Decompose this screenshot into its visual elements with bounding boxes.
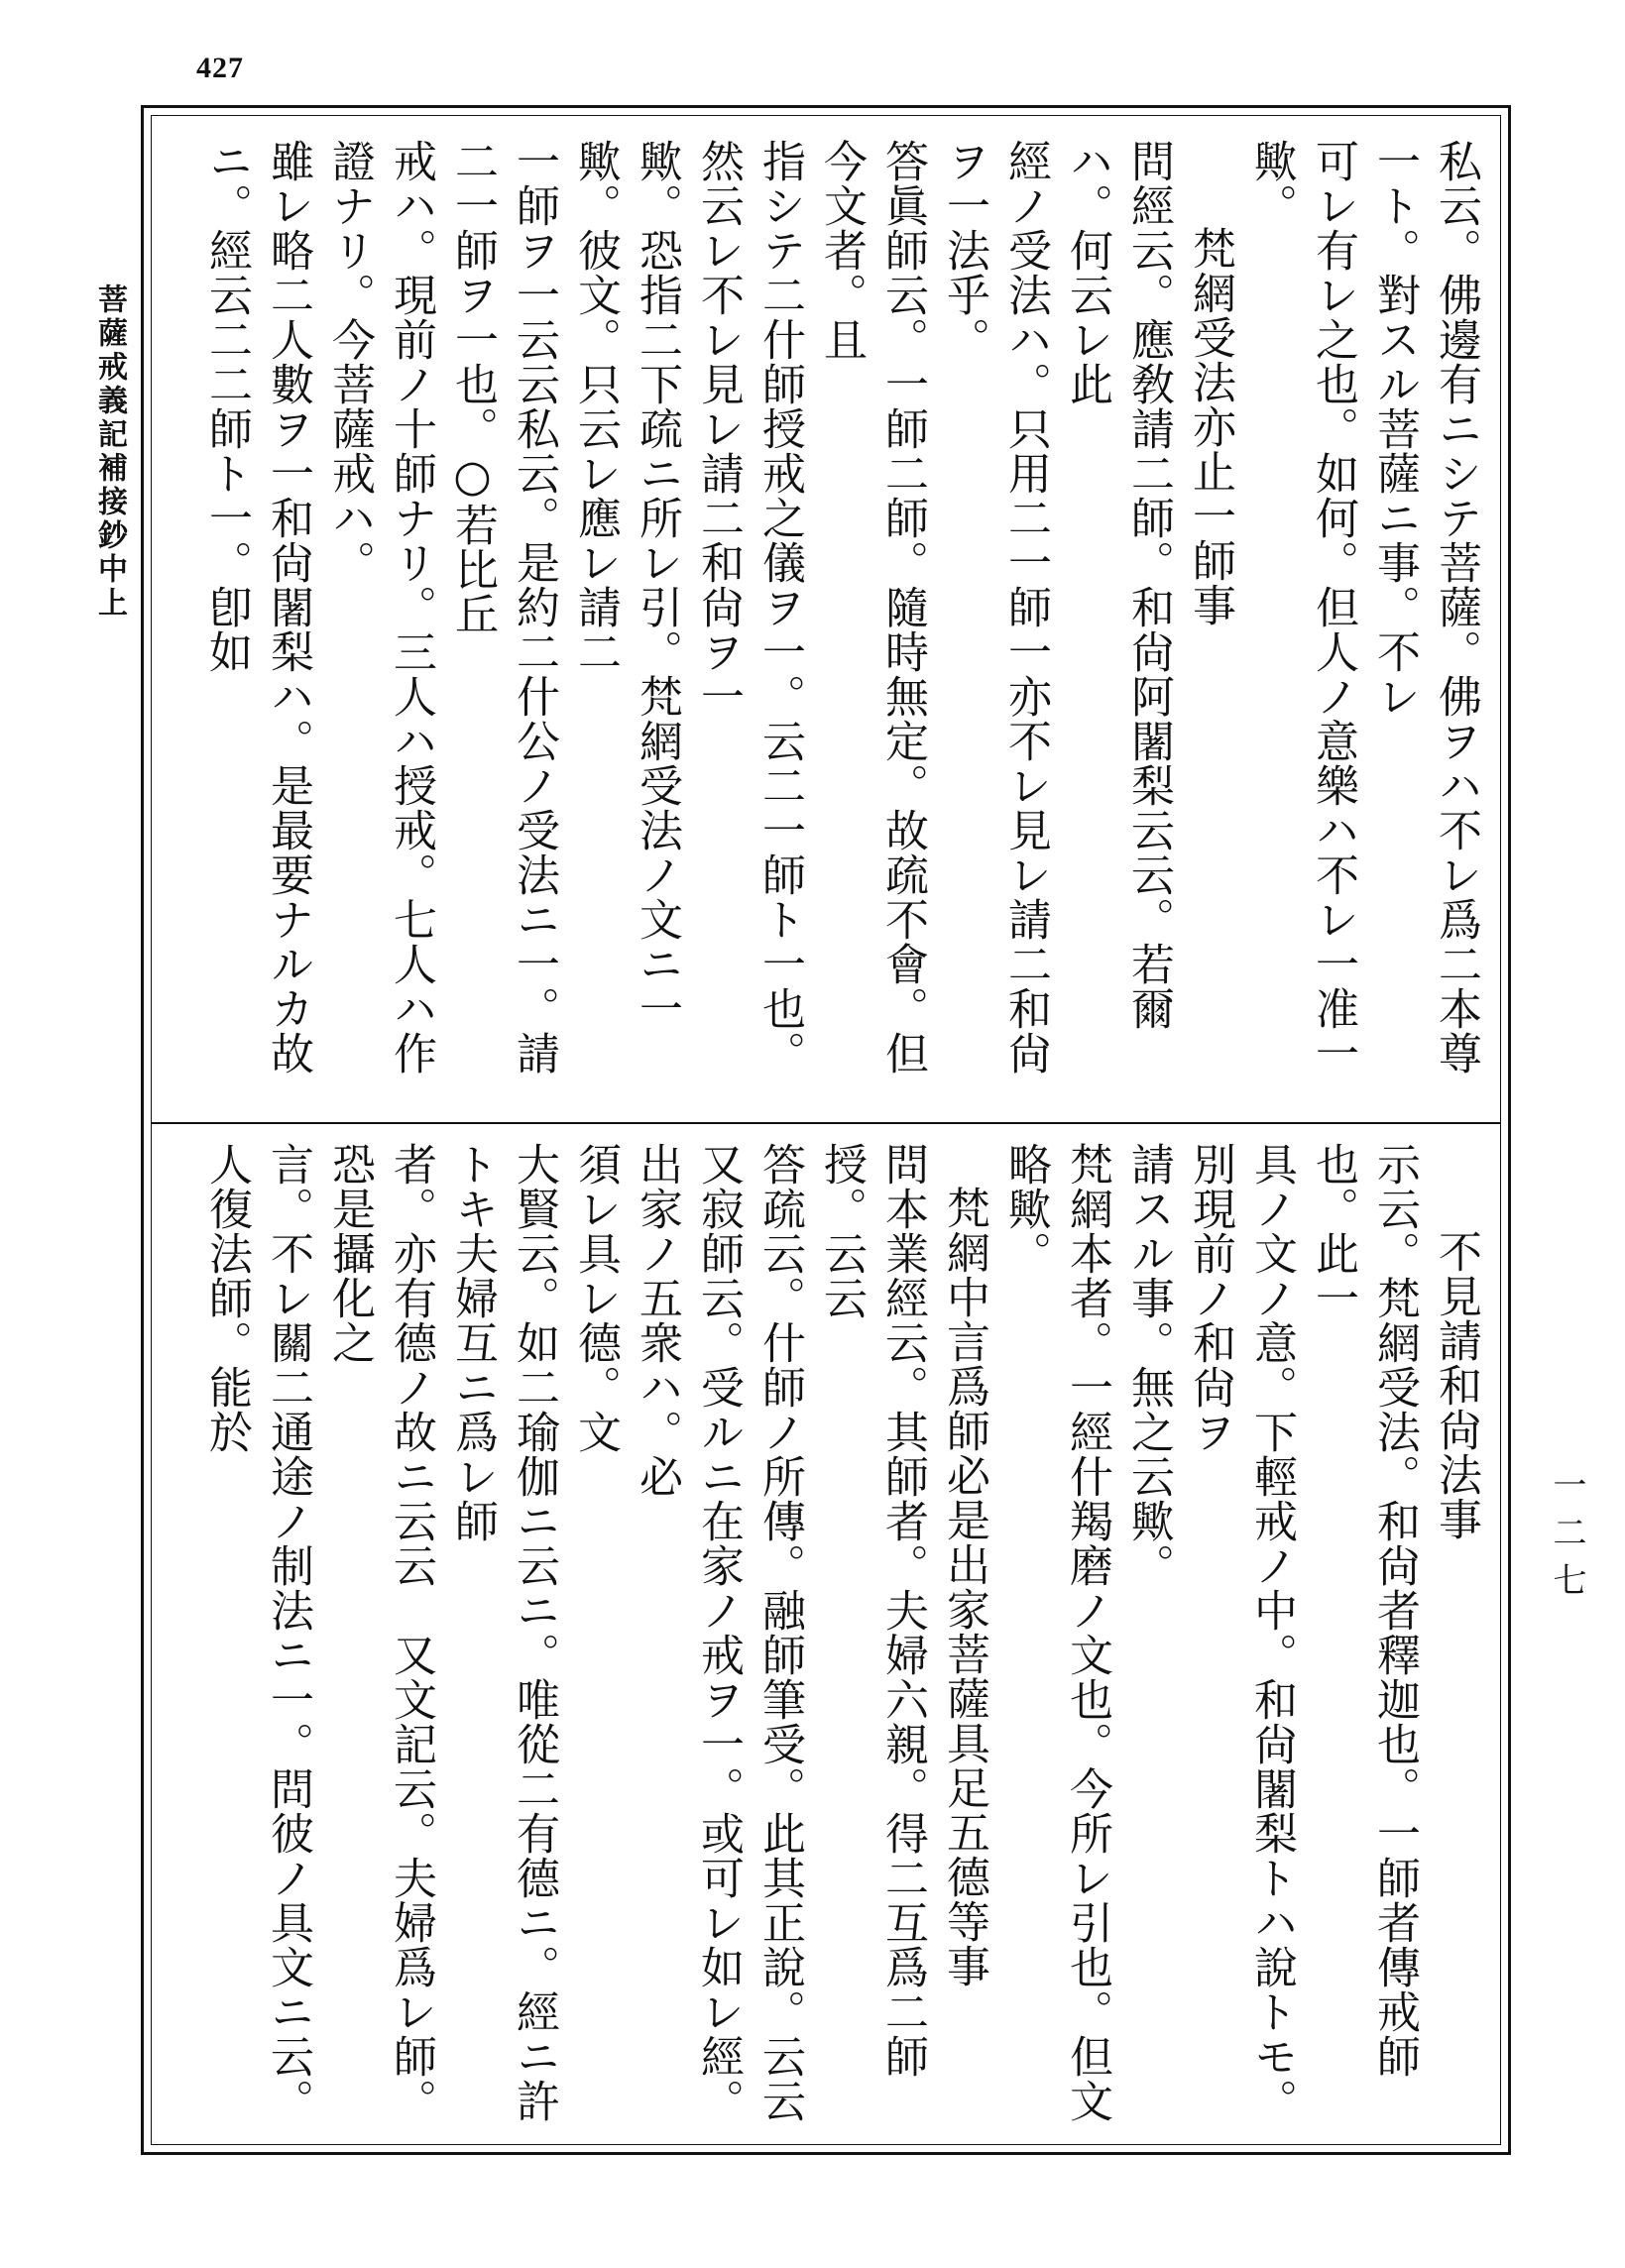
lower-text-block <box>197 1142 1486 2133</box>
running-title: 菩薩戒義記補接鈔中上 <box>92 284 127 621</box>
text-line: 言。不レ關二通途ノ制法ニ一。問彼ノ具文ニ云。人復法師。能於 <box>201 1142 313 2123</box>
text-line: 須レ具レ德。文 <box>570 1142 621 1454</box>
folio-number: 一二七 <box>1547 1467 1586 1610</box>
text-line: 又寂師云。受ルニ在家ノ戒ヲ一。或可レ如レ經。出家ノ五衆ハ。必 <box>632 1142 744 2123</box>
text-line: 大賢云。如二瑜伽ニ云ニ。唯從二有德ニ。經ニ許トキ夫婦互ニ爲レ師 <box>447 1142 559 2123</box>
text-line: 雖レ略二人數ヲ一和尙闍梨ハ。是最要ナルカ故ニ。經云二二師ト一。卽如 <box>201 139 313 1076</box>
text-line: 指シテ二什師授戒之儀ヲ一。云二一師ト一也。然云レ不レ見レ請二和尙ヲ一 <box>693 139 805 1076</box>
text-line: 戒ハ。現前ノ十師ナリ。三人ハ授戒。七人ハ作證ナリ。今菩薩戒ハ。 <box>324 139 436 1076</box>
section-heading: 梵網中言爲師必是出家菩薩具足五德等事 <box>939 1186 989 1988</box>
text-line: 歟。恐指二下疏ニ所レ引。梵網受法ノ文ニ一歟。彼文。只云レ應レ請二 <box>570 139 682 1031</box>
section-heading: 不見請和尙法事 <box>1431 1229 1481 1541</box>
text-line: 具ノ文ノ意。下輕戒ノ中。和尙闍梨トハ說トモ。別現前ノ和尙ヲ <box>1185 1142 1297 2123</box>
text-line: 梵網本者。一經什羯磨ノ文也。今所レ引也。但文略歟。 <box>1000 1142 1112 2123</box>
section-divider <box>151 1122 1501 1124</box>
text-line: 示云。梵網受法。和尙者釋迦也。一師者傳戒師也。此一 <box>1308 1142 1420 2079</box>
text-line: 答眞師云。一師二師。隨時無定。故疏不會。但今文者。且 <box>816 139 928 1076</box>
section-heading: 梵網受法亦止一師事 <box>1185 226 1235 627</box>
text-line: 答疏云。什師ノ所傳。融師筆受。此其正說。云云 <box>754 1142 805 2123</box>
text-line: 請スル事。無之云歟。 <box>1123 1142 1174 1588</box>
text-line: 私云。佛邊有ニシテ菩薩。佛ヲハ不レ爲二本尊一ト。對スル菩薩ニ事。不レ <box>1369 139 1481 1076</box>
text-line: 經ノ受法ハ。只用二一師一亦不レ見レ請二和尙ヲ一法乎。 <box>939 139 1051 1076</box>
upper-text-block <box>197 139 1486 1110</box>
text-line: 可レ有レ之也。如何。但人ノ意樂ハ不レ一准一歟。 <box>1246 139 1358 1076</box>
text-line: 問經云。應敎請二師。和尙阿闍梨云云。若爾ハ。何云レ此 <box>1062 139 1174 1031</box>
text-line: 一師ヲ一云云私云。是約二什公ノ受法ニ一。請二一師ヲ一也。○若比丘 <box>447 139 559 1076</box>
text-line: 者。亦有德ノ故ニ云云 又文記云。夫婦爲レ師。恐是攝化之 <box>324 1142 436 2123</box>
text-line: 問本業經云。其師者。夫婦六親。得二互爲二師授。云云 <box>816 1142 928 2079</box>
page-number: 427 <box>196 52 244 84</box>
